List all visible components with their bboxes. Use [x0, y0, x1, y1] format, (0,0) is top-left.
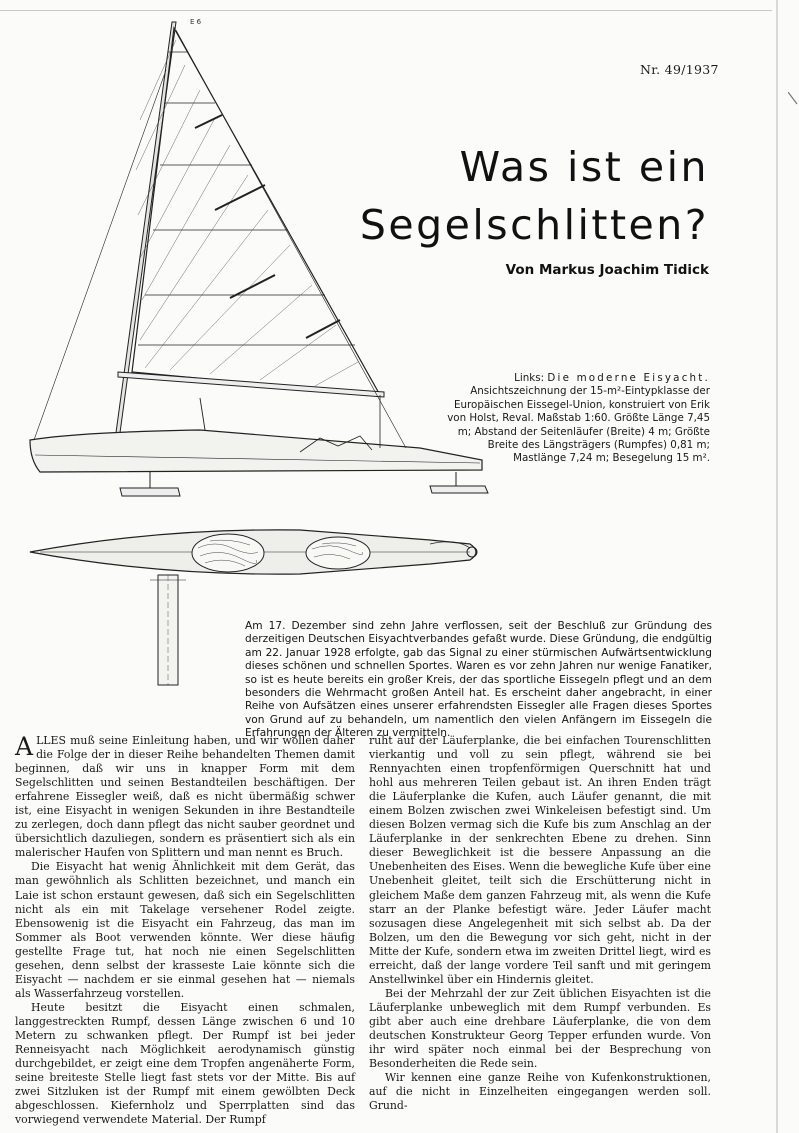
sail: [132, 28, 380, 395]
author-byline: Von Markus Joachim Tidick: [505, 262, 709, 278]
hull-side: [30, 430, 482, 472]
title-line-2: Segelschlitten?: [359, 201, 709, 249]
drawing-caption: [442, 372, 710, 466]
caption-heading: Die moderne Eisyacht.: [547, 372, 710, 384]
caption-lead: Links:: [514, 372, 545, 384]
intro-paragraph: Am 17. Dezember sind zehn Jahre verflossen, seit der Beschluß zur Gründung des derzeitigen Deutschen Eisyachtverbandes gefaßt wurde. Diese Gründung, die endgültig am 22. Januar 1928 erfolgte, gab das Signal zu einer stürmischen Aufwärtsentwicklung dieses schönen und schnellen Sportes. Waren es vor zehn Jahren nur wenige Fanatiker, so ist es heute bereits ein großer Kreis, der das sportliche Eissegeln pflegt und an dem besonders die Wehrmacht großen Anteil hat. Es erscheint daher angebracht, in einer Reihe von Aufsätzen eines unserer erfahrendsten Eissegler alle Fragen dieses Sportes von Grund auf zu behandeln, um namentlich den vielen Anfängern im Eissegeln die Erfahrungen der Älteren zu vermitteln.: [245, 620, 712, 740]
paragraph-2: Die Eisyacht hat wenig Ähnlichkeit mit dem Gerät, das man gewöhnlich als Schlitten bezeichnet, und manch ein Laie ist schon erstaunt gewesen, daß sich ein Segelschlitten nicht als ein mit Takelage versehener Rodel zeigte. Ebensowenig ist die Eisyacht ein Fahrzeug, das man im Sommer als Boot verwenden könnte. Wer diese häufig gestellte Frage tut, hat noch nie einen Segelschlitten gesehen, denn selbst der krasseste Laie könnte sich die Eisyacht — nachdem er sie einmal gesehen hat — niemals als Wasserfahrzeug vorstellen.: [15, 860, 355, 1000]
paragraph-1-text: LLES muß seine Einleitung haben, und wir wollen daher die Folge der in dieser Reihe behandelten Themen damit beginnen, daß wir uns in knapper Form mit dem Segelschlitten und seinen Bestandteilen beschäftigen. Der erfahrene Eissegler weiß, daß es nicht übermäßig schwer ist, eine Eisyacht in wenigen Sekunden in ihre Bestandteile zu zerlegen, doch dann pflegt das nicht sauber geordnet und übersichtlich dazuliegen, sondern es präsentiert sich als ein malerischer Haufen von Splittern und man nennt es Bruch.: [15, 734, 355, 860]
boom: [118, 372, 384, 397]
sail-number: E 6: [190, 18, 202, 26]
steering-runner: [430, 486, 488, 493]
title-line-1: Was ist ein: [459, 143, 709, 191]
drop-cap: A: [15, 732, 34, 761]
caption-text: Ansichtszeichnung der 15-m²-Eintypklasse der Europäischen Eissegel-Union, konstruiert von Erik von Holst, Reval. Maßstab 1:60. Größte Länge 7,45 m; Abstand der Seitenläufer (Breite) 4 m; Größte Breite des Längsträgers (Rumpfes) 0,81 m; Mastlänge 7,24 m; Besegelung 15 m².: [447, 385, 710, 465]
rear-cockpit: [306, 537, 370, 569]
issue-number: Nr. 49/1937: [640, 62, 719, 77]
side-runner: [120, 488, 180, 496]
paragraph-1: [15, 734, 355, 860]
paragraph-4: ruht auf der Läuferplanke, die bei einfachen Tourenschlitten vierkantig und voll zu sein pflegt, während sie bei Rennyachten einen tropfenförmigen Querschnitt hat und hohl aus mehreren Teilen gebaut ist. An ihren Enden trägt die Läuferplanke die Kufen, auch Läufer genannt, die mit einem Bolzen zwischen zwei Winkeleisen befestigt sind. Um diesen Bolzen vermag sich die Kufe bis zum Anschlag an der Läuferplanke in der senkrechten Ebene zu drehen. Sinn dieser Beweglichkeit ist die bessere Anpassung an die Unebenheiten des Eises. Wenn die bewegliche Kufe über eine Unebenheit gleitet, teilt sich die Erschütterung nicht in gleichem Maße dem ganzen Fahrzeug mit, als wenn die Kufe starr an der Planke befestigt wäre. Jeder Läufer macht sozusagen diese Angelegenheit mit sich selbst ab. Da der Bolzen, um den die Bewegung vor sich geht, nicht in der Mitte der Kufe, sondern etwa im zweiten Drittel liegt, wird es erreicht, daß der lange vordere Teil sanft und mit geringem Anstellwinkel über ein Hindernis gleitet.: [369, 734, 711, 986]
side-view: [30, 22, 488, 496]
body-column-right: [369, 734, 711, 1113]
paragraph-6: Wir kennen eine ganze Reihe von Kufenkonstruktionen, auf die nicht in Einzelheiten eingegangen werden soll. Grund-: [369, 1071, 711, 1113]
body-column-left: [15, 734, 355, 1127]
sail-seams: [136, 40, 358, 386]
paragraph-5: Bei der Mehrzahl der zur Zeit üblichen Eisyachten ist die Läuferplanke unbeweglich mit dem Rumpf verbunden. Es gibt aber auch eine drehbare Läuferplanke, die von dem deutschen Konstrukteur Georg Tepper erfunden wurde. Von ihr wird später noch einmal bei der Besprechung von Besonderheiten die Rede sein.: [369, 986, 711, 1071]
paragraph-3: Heute besitzt die Eisyacht einen schmalen, langgestreckten Rumpf, dessen Länge zwischen 6 und 10 Metern zu schwanken pflegt. Der Rumpf ist bei jeder Renneisyacht nach Möglichkeit aerodynamisch günstig durchgebildet, er zeigt eine dem Tropfen angenäherte Form, seine breiteste Stelle liegt fast stets vor der Mitte. Bis auf zwei Sitzluken ist der Rumpf mit einem gewölbten Deck abgeschlossen. Kiefernholz und Sperrplatten sind das vorwiegend verwendete Material. Der Rumpf: [15, 1000, 355, 1127]
sail-reinforcements: [195, 115, 340, 338]
